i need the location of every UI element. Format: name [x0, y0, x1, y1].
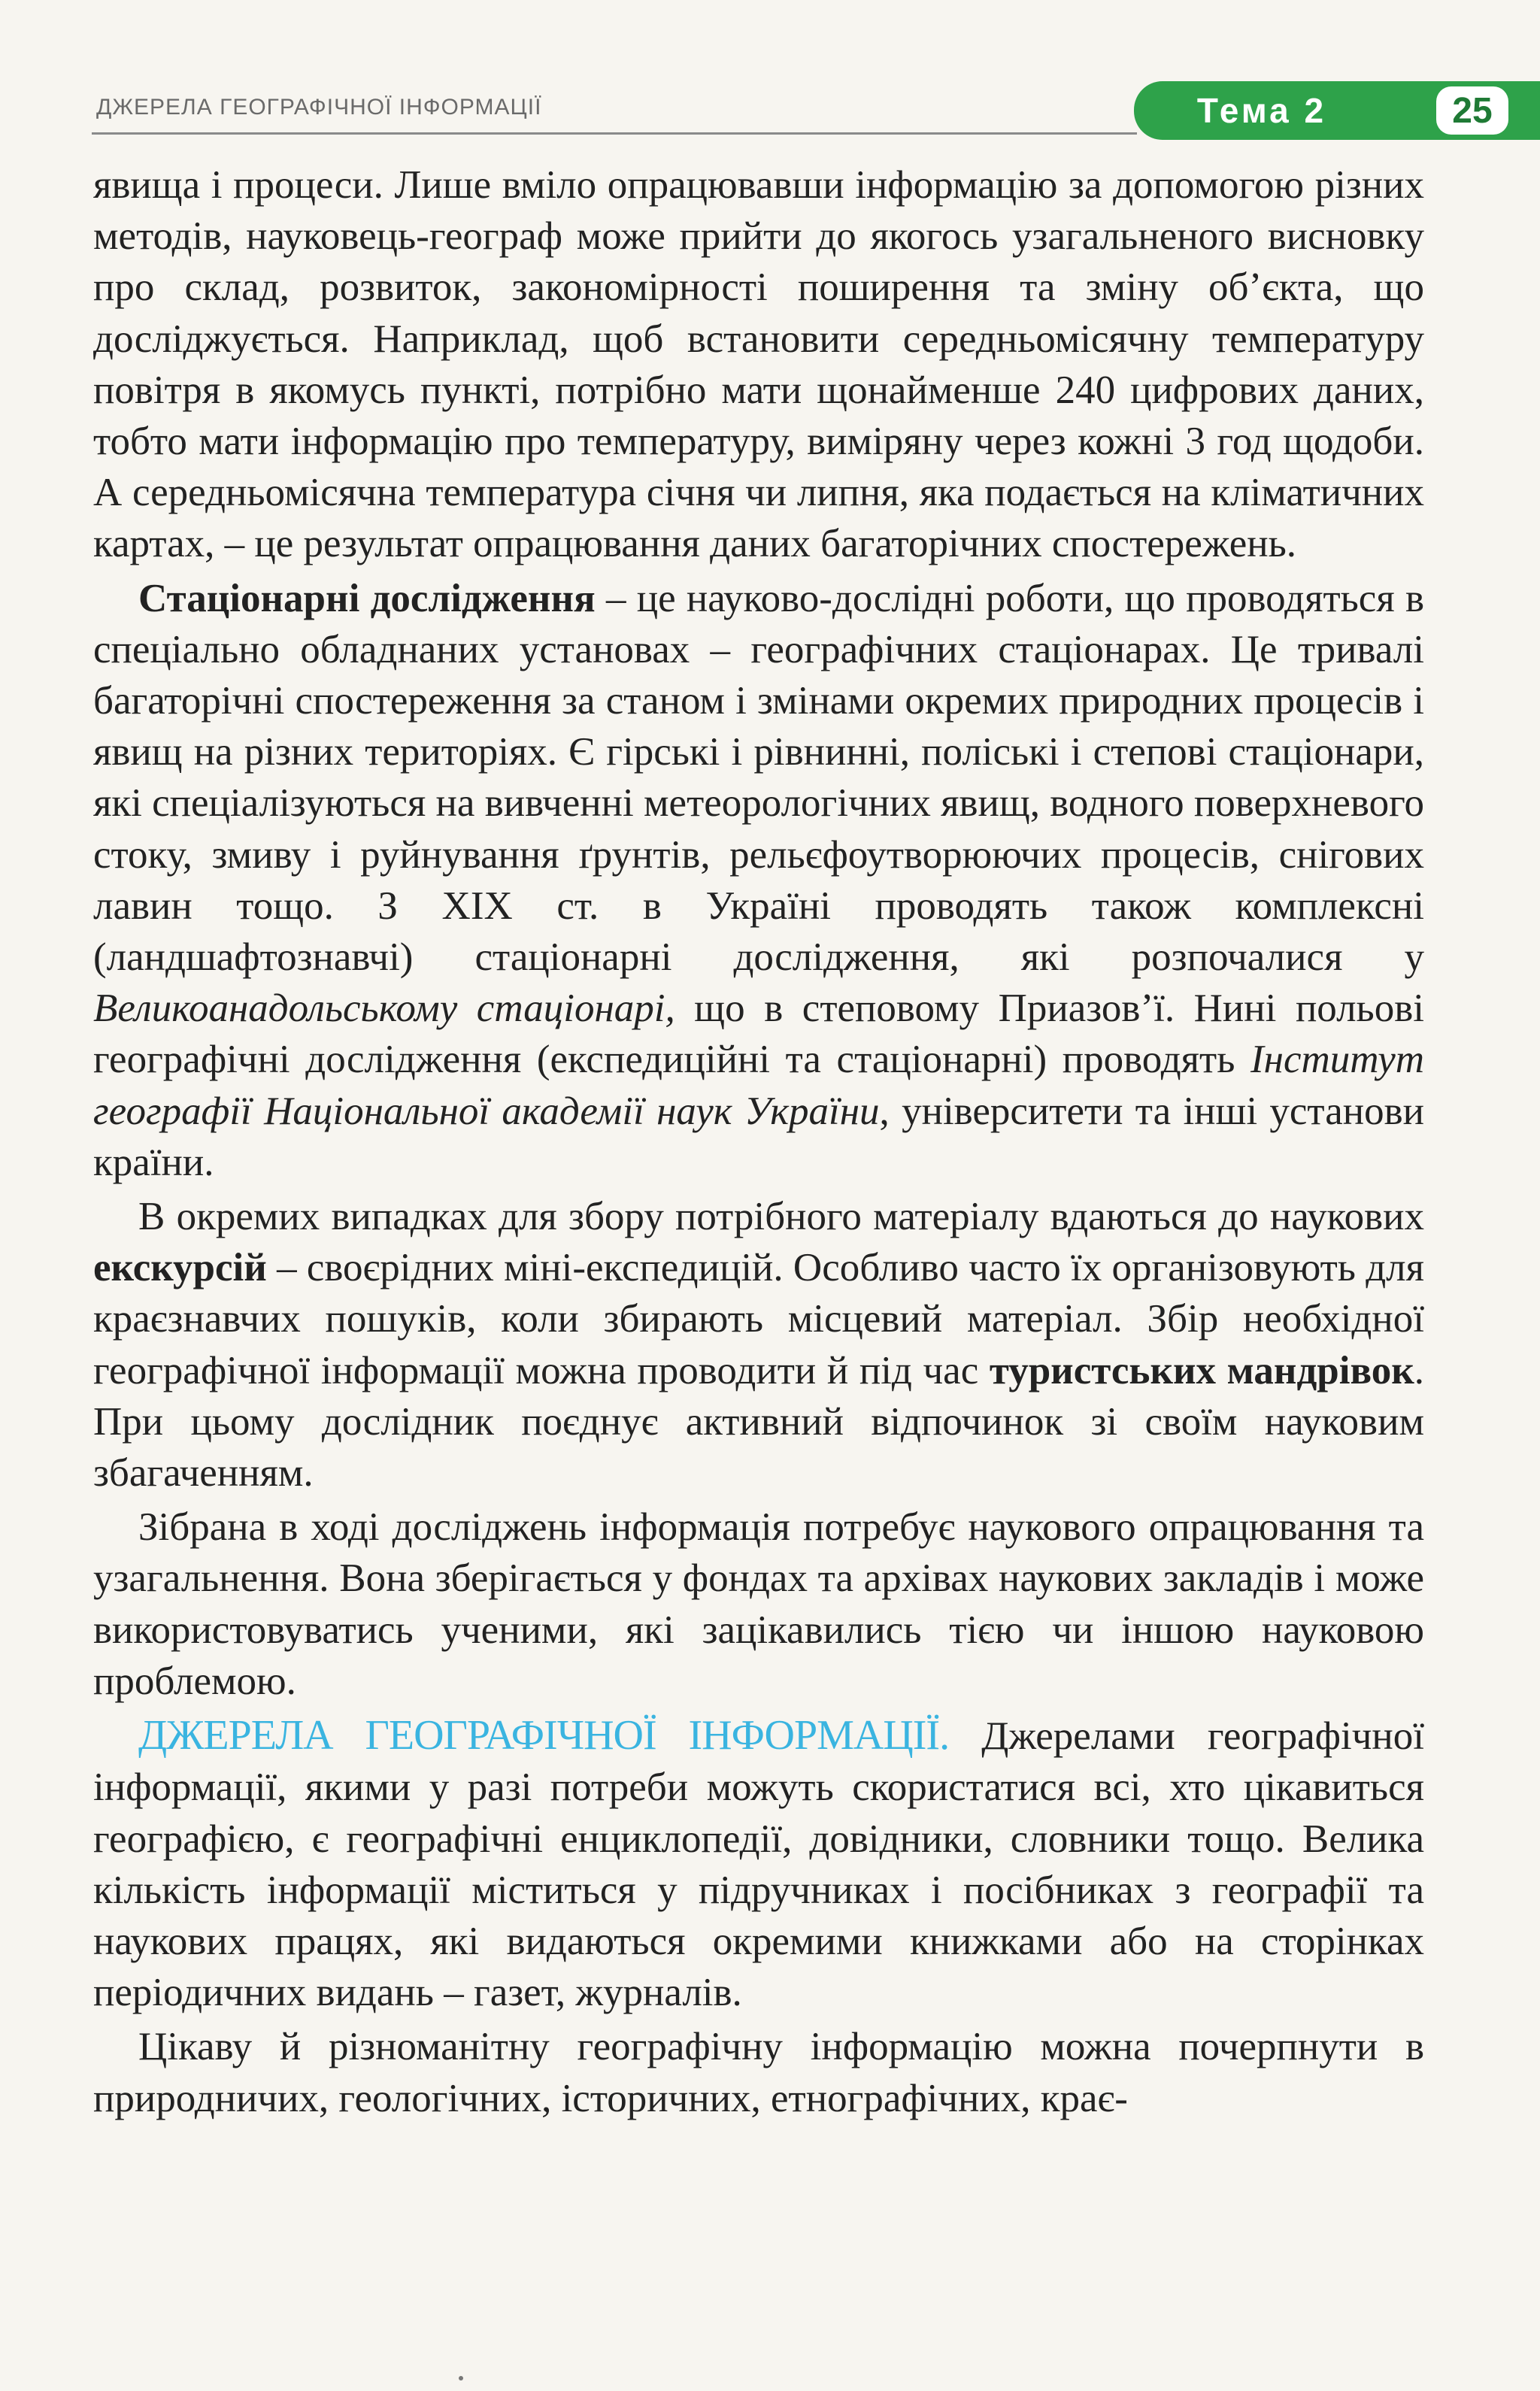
running-title: ДЖЕРЕЛА ГЕОГРАФІЧНОЇ ІНФОРМАЦІЇ: [96, 95, 542, 120]
paragraph-6: [93, 2021, 1424, 2123]
paragraph-4-text: Зібрана в ході досліджень інформація потребує наукового опрацювання та узагальнення. Вона зберігається у фондах та архівах наукових закладів і може використовуватись ученими, які зацікавились тією чи іншою науковою проблемою.: [93, 1505, 1424, 1703]
term-tourist-trips: туристських мандрівок: [989, 1348, 1414, 1392]
paragraph-5-text: Джерелами географічної інформації, якими у разі потреби можуть скористатися всі, хто цікавиться географією, є географічні енциклопедії, довідники, словники тощо. Велика кількість інформації міститься у підручниках і посібниках з географії та наукових працях, які видаються окремими книжками або на сторінках періодичних видань – газет, журналів.: [93, 1714, 1424, 2015]
term-stationary-research: Стаціонарні дослідження: [138, 576, 596, 620]
theme-badge: Тема 2: [1134, 81, 1405, 140]
paragraph-2: [93, 573, 1424, 1188]
header-rule: [92, 132, 1137, 135]
section-heading: ДЖЕРЕЛА ГЕОГРАФІЧНОЇ ІНФОРМАЦІЇ.: [138, 1712, 950, 1759]
page-number: 25: [1436, 86, 1508, 135]
italic-station-name: Великоанадольському стаціонарі,: [93, 986, 675, 1031]
paragraph-6-text: Цікаву й різноманітну географічну інформацію можна почерпнути в природничих, геологічних, історичних, етнографічних, крає-: [93, 2025, 1424, 2120]
paragraph-3-text-b: – своєрідних міні-експедицій. Особливо часто їх організовують для краєзнавчих пошуків, коли збирають місцевий матеріал. Збір необхідної географічної інформації можна проводити й під час: [93, 1246, 1424, 1392]
term-excursions: екскурсій: [93, 1246, 267, 1290]
page-body: [93, 159, 1424, 2127]
page-header: [0, 0, 1540, 150]
italic-institute-name: Інститут географії Національної академії наук України: [93, 1038, 1424, 1133]
paragraph-4: [93, 1502, 1424, 1707]
print-speck: [459, 2376, 463, 2380]
paragraph-3: [93, 1191, 1424, 1499]
paragraph-2-text-a: – це науково-дослідні роботи, що проводяться в спеціально обладнаних установах – географічних стаціонарах. Це тривалі багаторічні спостереження за станом і змінами окремих природних процесів і явищ на різних територіях. Є гірські і рівнинні, поліські і степові стаціонари, які спеціалізуються на вивченні метеорологічних явищ, водного поверхневого стоку, змиву і руйнування ґрунтів, рельєфоутворюючих процесів, снігових лавин тощо. З XIX ст. в Україні проводять також комплексні (ландшафтознавчі) стаціонарні дослідження, які розпочалися у: [93, 576, 1424, 980]
paragraph-1-text: явища і процеси. Лише вміло опрацювавши інформацію за допомогою різних методів, науковець-географ може прийти до якогось узагальненого висновку про склад, розвиток, закономірності поширення та зміну об’єкта, що досліджується. Наприклад, щоб встановити середньомісячну температуру повітря в якомусь пункті, потрібно мати щонайменше 240 цифрових даних, тобто мати інформацію про температуру, виміряну через кожні 3 год щодоби. А середньомісячна температура січня чи липня, яка подається на кліматичних картах, – це результат опрацювання даних багаторічних спостережень.: [93, 163, 1424, 566]
paragraph-3-text-a: В окремих випадках для збору потрібного матеріалу вдаються до наукових: [138, 1195, 1424, 1239]
paragraph-1: [93, 159, 1424, 570]
paragraph-2-text-b: що в степовому Приазов’ї. Нині польові географічні дослідження (експедиційні та стаціонарні) проводять: [93, 986, 1424, 1082]
paragraph-5: [93, 1710, 1424, 2018]
paragraph-2-text-c: , університети та інші установи країни.: [93, 1089, 1424, 1184]
page-number-box: [1405, 81, 1540, 140]
paragraph-3-text-c: . При цьому дослідник поєднує активний відпочинок зі своїм науковим збагаченням.: [93, 1348, 1424, 1496]
